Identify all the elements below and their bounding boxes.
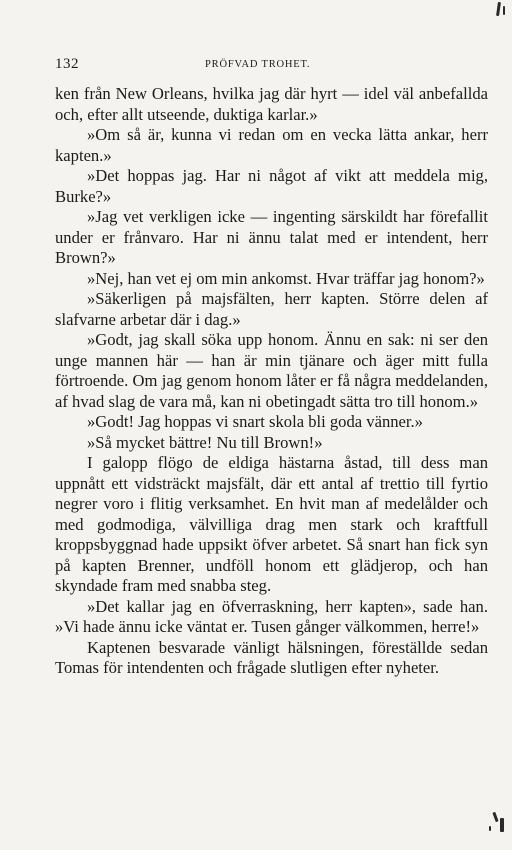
scan-speck bbox=[496, 2, 501, 16]
paragraph: »Så mycket bättre! Nu till Brown!» bbox=[87, 432, 323, 452]
body-text bbox=[55, 84, 488, 679]
paragraph: ken från New Orleans, hvilka jag där hyrt — idel väl anbefallda och, efter allt utseende, duktiga karlar.» bbox=[55, 84, 488, 124]
paragraph: »Jag vet verkligen icke — ingenting särskildt har förefallit under er frånvaro. Har ni ännu talat med er intendent, herr Brown?» bbox=[55, 207, 488, 267]
running-title: PRÖFVAD TROHET. bbox=[205, 59, 311, 70]
paragraph: I galopp flögo de eldiga hästarna åstad, till dess man uppnått ett vidsträckt majsfält, där ett antal af trettio till fyrtio negrer voro i flitig verksamhet. En hvit man af medelålder och med godmodiga, välvilliga drag men stark och kraftfull kroppsbyggnad hade uppsikt öfver arbetet. Så snart han fick syn på kapten Brenner, undföll honom ett glädjerop, och han skyndade fram med snabba steg. bbox=[55, 453, 488, 595]
page-header bbox=[55, 56, 485, 78]
scan-speck bbox=[492, 812, 498, 822]
paragraph: »Godt! Jag hoppas vi snart skola bli goda vänner.» bbox=[87, 412, 423, 431]
paragraph: »Nej, han vet ej om min ankomst. Hvar träffar jag honom?» bbox=[87, 268, 485, 288]
paragraph: »Det hoppas jag. Har ni något af vikt att meddela mig, Burke?» bbox=[55, 166, 488, 206]
scan-speck bbox=[503, 6, 505, 15]
scan-speck bbox=[500, 818, 504, 832]
scan-speck bbox=[489, 826, 491, 831]
paragraph: »Säkerligen på majsfälten, herr kapten. Större delen af slafvarne arbetar där i dag.» bbox=[55, 289, 488, 329]
paragraph: »Godt, jag skall söka upp honom. Ännu en sak: ni ser den unge mannen här — han är min tjänare och äger mitt fulla förtroende. Om jag genom honom låter er få några meddelanden, af hvad slag de vara må, kan ni obetingadt sätta tro till honom.» bbox=[55, 330, 488, 411]
paragraph: Kaptenen besvarade vänligt hälsningen, föreställde sedan Tomas för intendenten och frågade slutligen efter nyheter. bbox=[55, 637, 488, 677]
page-number: 132 bbox=[55, 56, 79, 72]
paragraph: »Det kallar jag en öfverraskning, herr kapten», sade han. »Vi hade ännu icke väntat er. Tusen gånger välkommen, herre!» bbox=[55, 596, 488, 636]
paragraph: »Om så är, kunna vi redan om en vecka lätta ankar, herr kapten.» bbox=[55, 125, 488, 165]
